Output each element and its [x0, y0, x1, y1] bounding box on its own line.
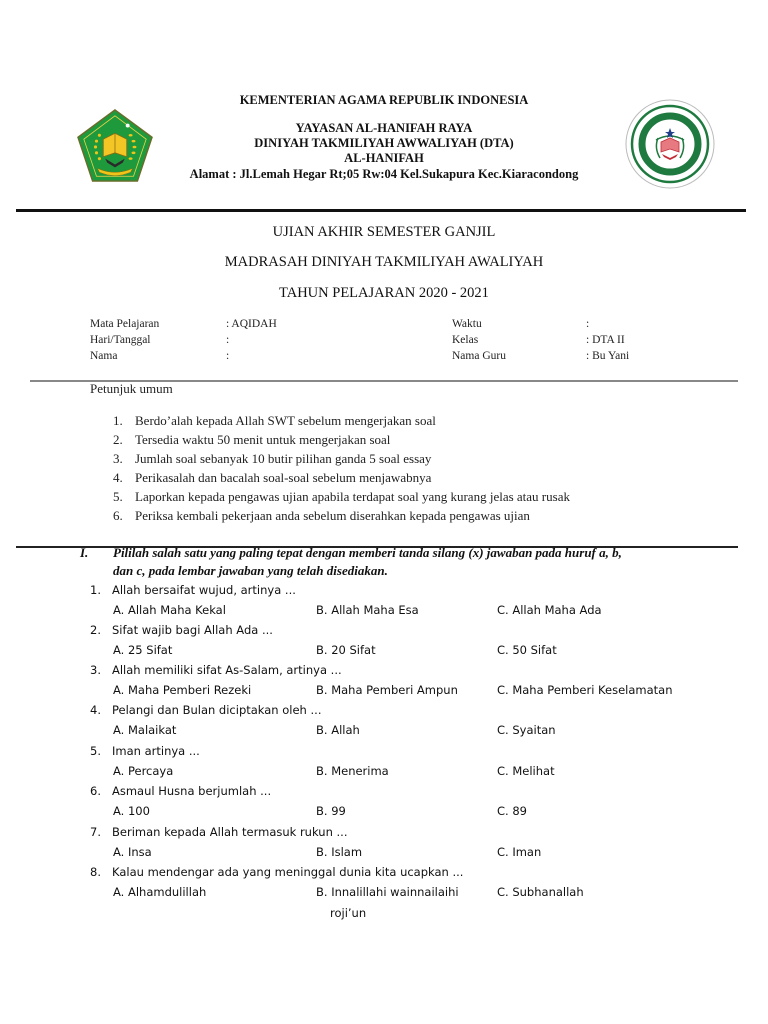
info-label-name: Nama [90, 350, 118, 362]
school-type: DINIYAH TAKMILIYAH AWWALIYAH (DTA) [254, 136, 514, 150]
option-b: B. Maha Pemberi Ampun [316, 683, 458, 697]
info-value-date: : [226, 334, 230, 346]
madrasah-seal-icon [624, 98, 716, 190]
option-b: B. Innalillahi wainnailaihi [316, 885, 459, 899]
instructions-heading: Petunjuk umum [90, 381, 173, 396]
exam-title: UJIAN AKHIR SEMESTER GANJIL [272, 224, 496, 240]
option-a: A. Maha Pemberi Rezeki [113, 683, 252, 697]
option-c: C. Syaitan [497, 723, 556, 737]
section-instruction-line1: Pililah salah satu yang paling tepat dengan memberi tanda silang (x) jawaban pada huruf a, b, [113, 545, 622, 560]
instruction-item: 6. Periksa kembali pekerjaan anda sebelum diserahkan kepada pengawas ujian [113, 508, 530, 523]
option-a: A. 100 [113, 804, 150, 818]
madrasah-title: MADRASAH DINIYAH TAKMILIYAH AWALIYAH [224, 254, 544, 270]
info-label-date: Hari/Tanggal [90, 334, 151, 346]
info-value-time: : [586, 318, 590, 330]
info-value-teacher: : Bu Yani [586, 350, 630, 362]
option-c: C. Melihat [497, 764, 555, 778]
option-a: A. Allah Maha Kekal [113, 603, 226, 617]
header-divider [16, 209, 746, 212]
option-a: A. 25 Sifat [113, 643, 173, 657]
info-label-class: Kelas [452, 334, 479, 346]
info-label-teacher: Nama Guru [452, 350, 506, 362]
option-a: A. Insa [113, 845, 152, 859]
info-value-subject: : AQIDAH [226, 318, 277, 330]
info-value-class: : DTA II [586, 334, 625, 346]
option-c: C. Subhanallah [497, 885, 584, 899]
info-label-subject: Mata Pelajaran [90, 318, 160, 330]
info-label-time: Waktu [452, 318, 482, 330]
option-a: A. Alhamdulillah [113, 885, 207, 899]
section-number: I. [80, 545, 89, 560]
instruction-item: 5. Laporkan kepada pengawas ujian apabila terdapat soal yang kurang jelas atau rusak [113, 489, 570, 504]
instruction-item: 2. Tersedia waktu 50 menit untuk mengerjakan soal [113, 432, 391, 447]
ministry-name: KEMENTERIAN AGAMA REPUBLIK INDONESIA [239, 93, 529, 107]
school-address: Alamat : Jl.Lemah Hegar Rt;05 Rw:04 Kel.Sukapura Kec.Kiaracondong [189, 167, 579, 181]
option-c: C. Maha Pemberi Keselamatan [497, 683, 673, 697]
info-value-name: : [226, 350, 230, 362]
option-c: C. 50 Sifat [497, 643, 557, 657]
option-b: B. Islam [316, 845, 363, 859]
option-b: B. 99 [316, 804, 346, 818]
instruction-item: 1. Berdo’alah kepada Allah SWT sebelum mengerjakan soal [113, 413, 436, 428]
option-b: B. Allah [316, 723, 360, 737]
option-b-continuation: roji’un [330, 906, 367, 920]
foundation-name: YAYASAN AL-HANIFAH RAYA [295, 121, 473, 135]
option-a: A. Percaya [113, 764, 174, 778]
option-b: B. Menerima [316, 764, 389, 778]
option-b: B. 20 Sifat [316, 643, 376, 657]
school-name: AL-HANIFAH [344, 151, 424, 165]
option-c: C. Iman [497, 845, 542, 859]
option-c: C. 89 [497, 804, 527, 818]
kementerian-agama-emblem-icon [76, 108, 154, 184]
option-a: A. Malaikat [113, 723, 177, 737]
section-instruction-line2: dan c, pada lembar jawaban yang telah disediakan. [113, 563, 388, 578]
instruction-item: 4. Perikasalah dan bacalah soal-soal sebelum menjawabnya [113, 470, 432, 485]
option-b: B. Allah Maha Esa [316, 603, 419, 617]
instruction-item: 3. Jumlah soal sebanyak 10 butir pilihan ganda 5 soal essay [113, 451, 432, 466]
option-c: C. Allah Maha Ada [497, 603, 602, 617]
academic-year-title: TAHUN PELAJARAN 2020 - 2021 [279, 285, 489, 301]
